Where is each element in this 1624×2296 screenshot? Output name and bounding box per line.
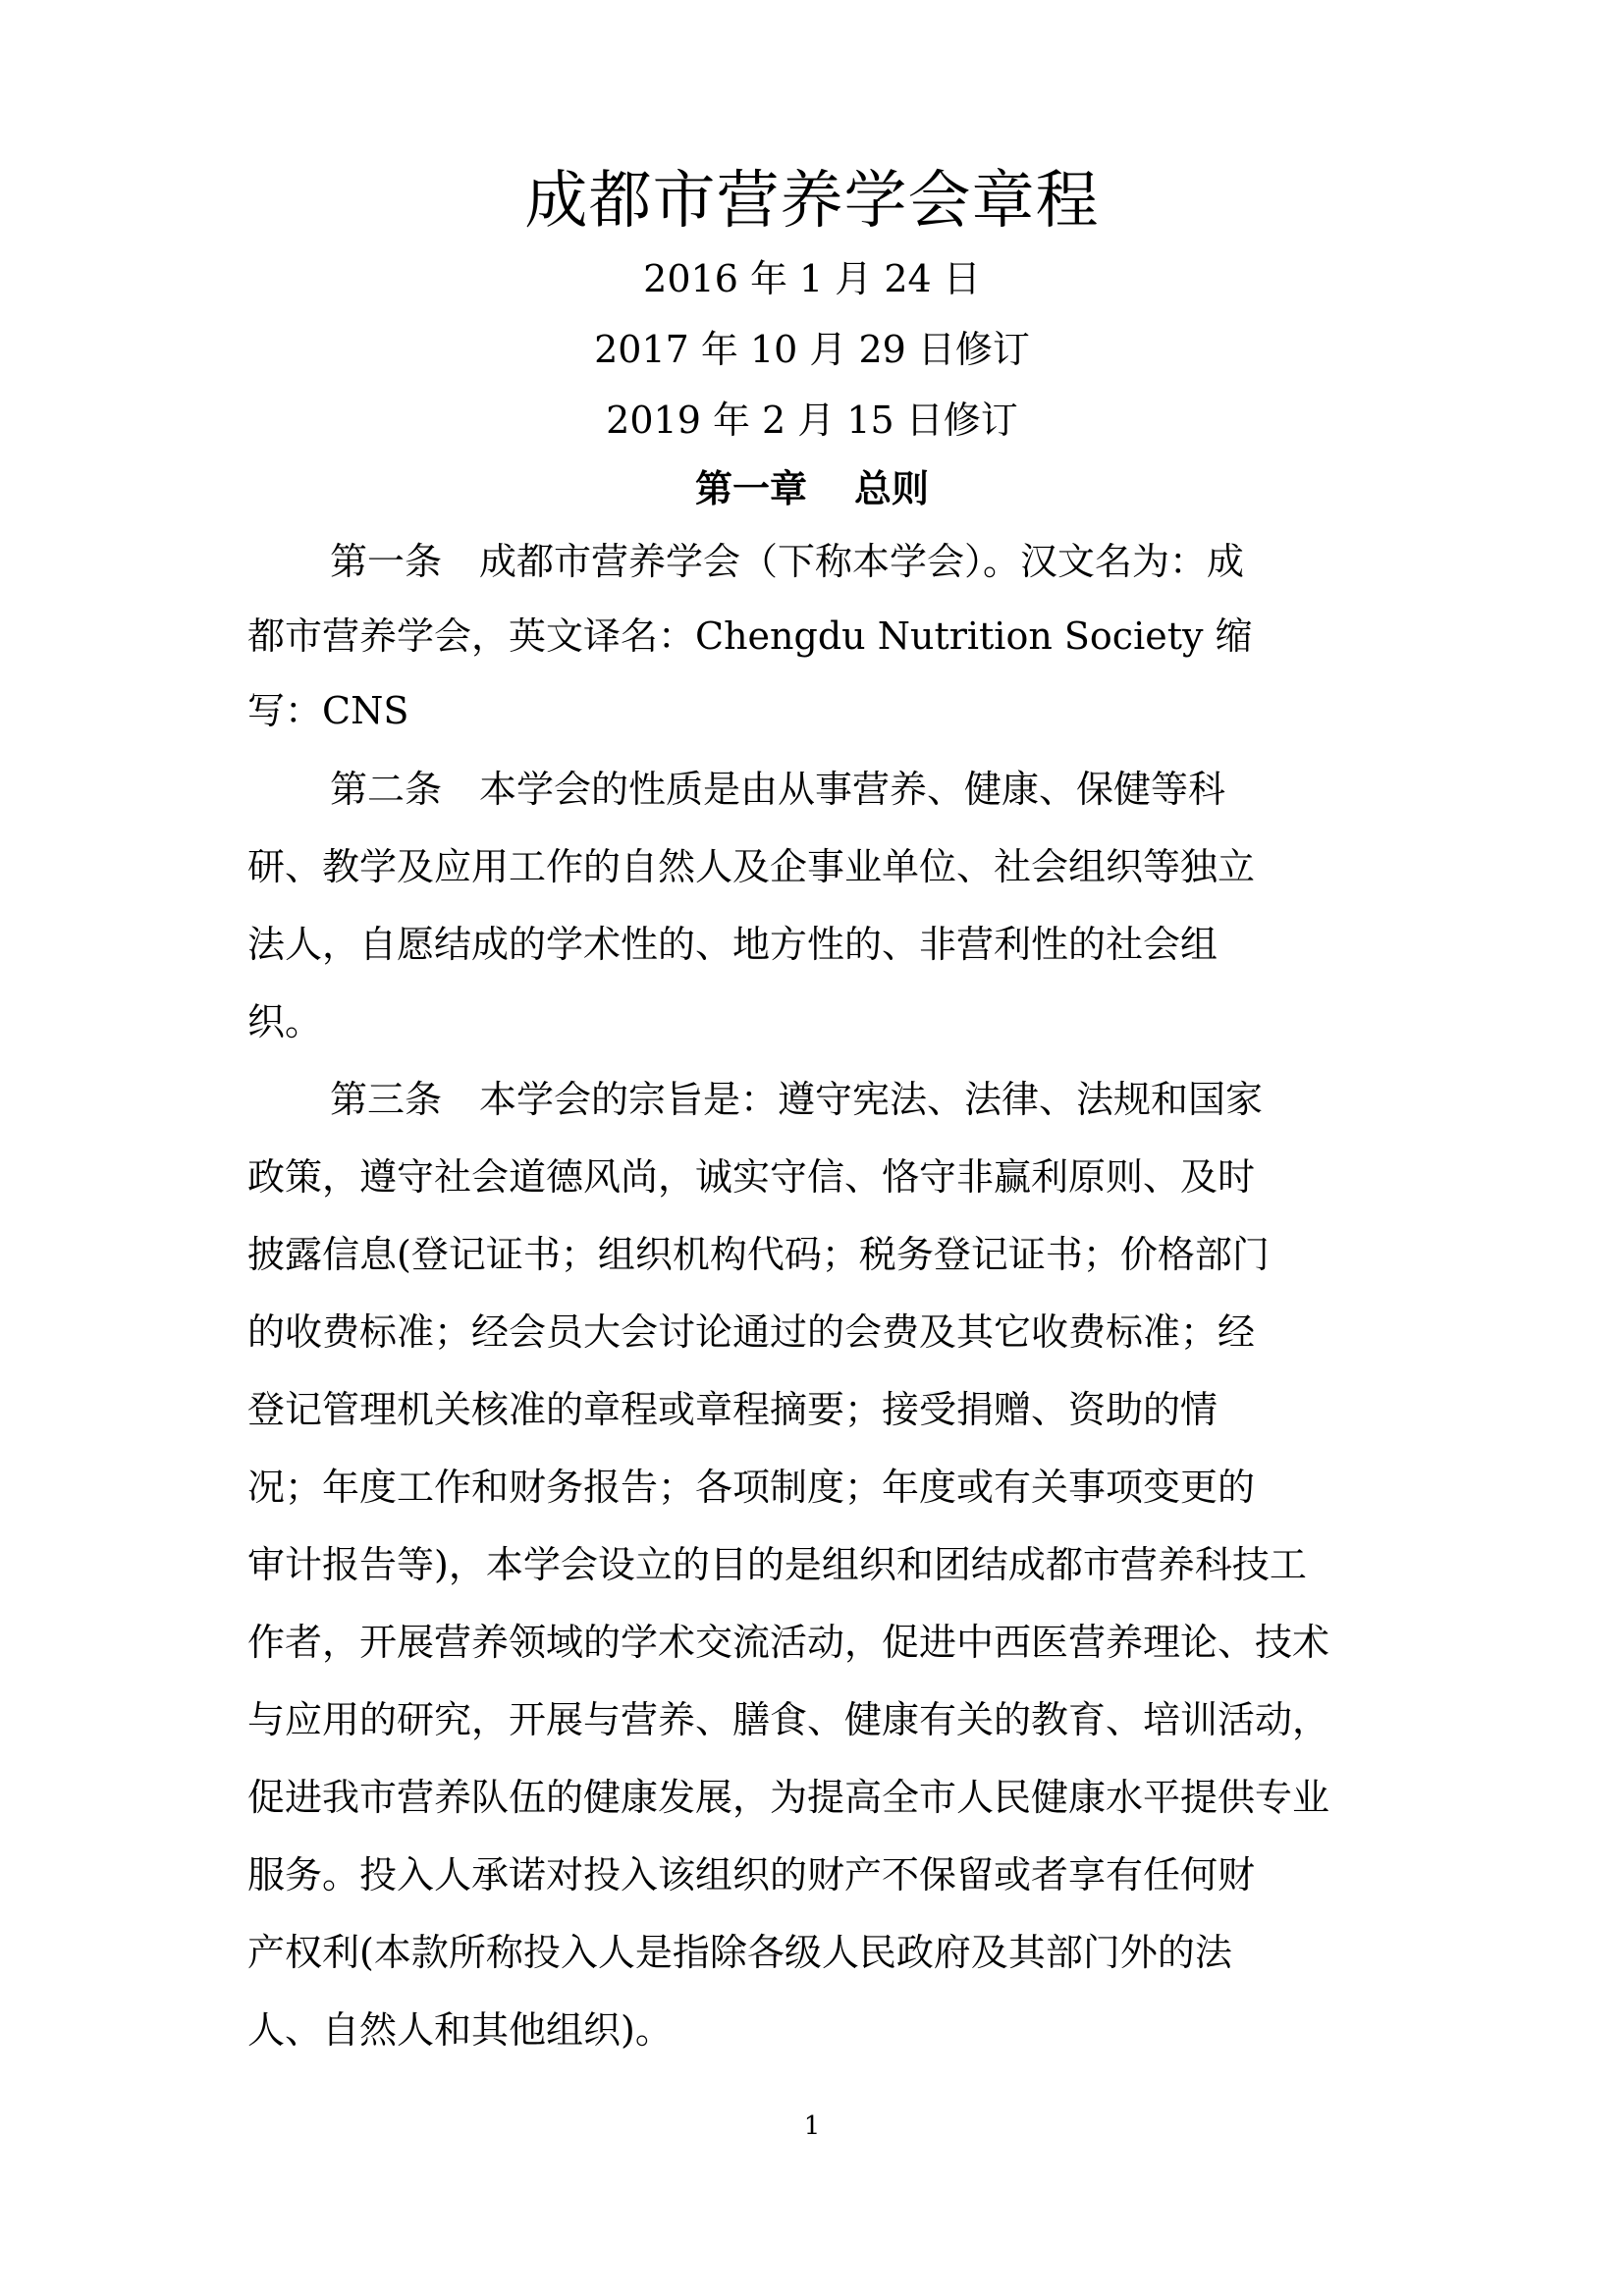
article-text: 成都市营养学会（下称本学会）。汉文名为：成 [479,540,1245,583]
article-label: 第一条 [330,540,443,583]
article-line: 织。 [247,1000,323,1043]
article-line: 作者，开展营养领域的学术交流活动，促进中西医营养理论、技术 [247,1621,1330,1664]
article-line: 审计报告等)，本学会设立的目的是组织和团结成都市营养科技工 [247,1543,1307,1586]
article-line: 法人，自愿结成的学术性的、地方性的、非营利性的社会组 [247,923,1218,966]
article-line: 的收费标准；经会员大会讨论通过的会费及其它收费标准；经 [247,1310,1256,1354]
date-line: 2017 年 10 月 29 日修订 [594,328,1030,371]
article-line: 人、自然人和其他组织)。 [247,2008,673,2052]
article-line: 都市营养学会，英文译名：Chengdu Nutrition Society 缩 [247,614,1253,658]
article-first-line [330,534,1244,589]
date-line: 2019 年 2 月 15 日修订 [606,399,1018,442]
article-line: 登记管理机关核准的章程或章程摘要；接受捐赠、资助的情 [247,1388,1218,1431]
article-line: 与应用的研究，开展与营养、膳食、健康有关的教育、培训活动， [247,1698,1330,1741]
article-line: 促进我市营养队伍的健康发展，为提高全市人民健康水平提供专业 [247,1776,1330,1819]
article-line: 政策，遵守社会道德风尚，诚实守信、恪守非赢利原则、及时 [247,1155,1256,1199]
chapter-heading [0,459,1624,518]
chapter-name: 总则 [854,466,930,510]
article-text: 本学会的宗旨是：遵守宪法、法律、法规和国家 [479,1078,1264,1121]
article-label: 第三条 [330,1078,443,1121]
article-line: 况；年度工作和财务报告；各项制度；年度或有关事项变更的 [247,1466,1256,1509]
chapter-number: 第一章 [694,466,807,510]
article-line: 服务。投入人承诺对投入该组织的财产不保留或者享有任何财 [247,1853,1256,1896]
page-number: 1 [803,2111,821,2141]
article-line: 研、教学及应用工作的自然人及企事业单位、社会组织等独立 [247,845,1256,888]
article-first-line [330,1072,1263,1127]
article-line: 披露信息(登记证书；组织机构代码；税务登记证书；价格部门 [247,1233,1270,1276]
article-text: 本学会的性质是由从事营养、健康、保健等科 [479,768,1226,811]
article-line: 写：CNS [247,689,409,732]
article-first-line [330,762,1225,817]
article-line: 产权利(本款所称投入人是指除各级人民政府及其部门外的法 [247,1931,1232,1974]
article-label: 第二条 [330,768,443,811]
date-line: 2016 年 1 月 24 日 [643,257,981,300]
document-title: 成都市营养学会章程 [524,165,1100,238]
